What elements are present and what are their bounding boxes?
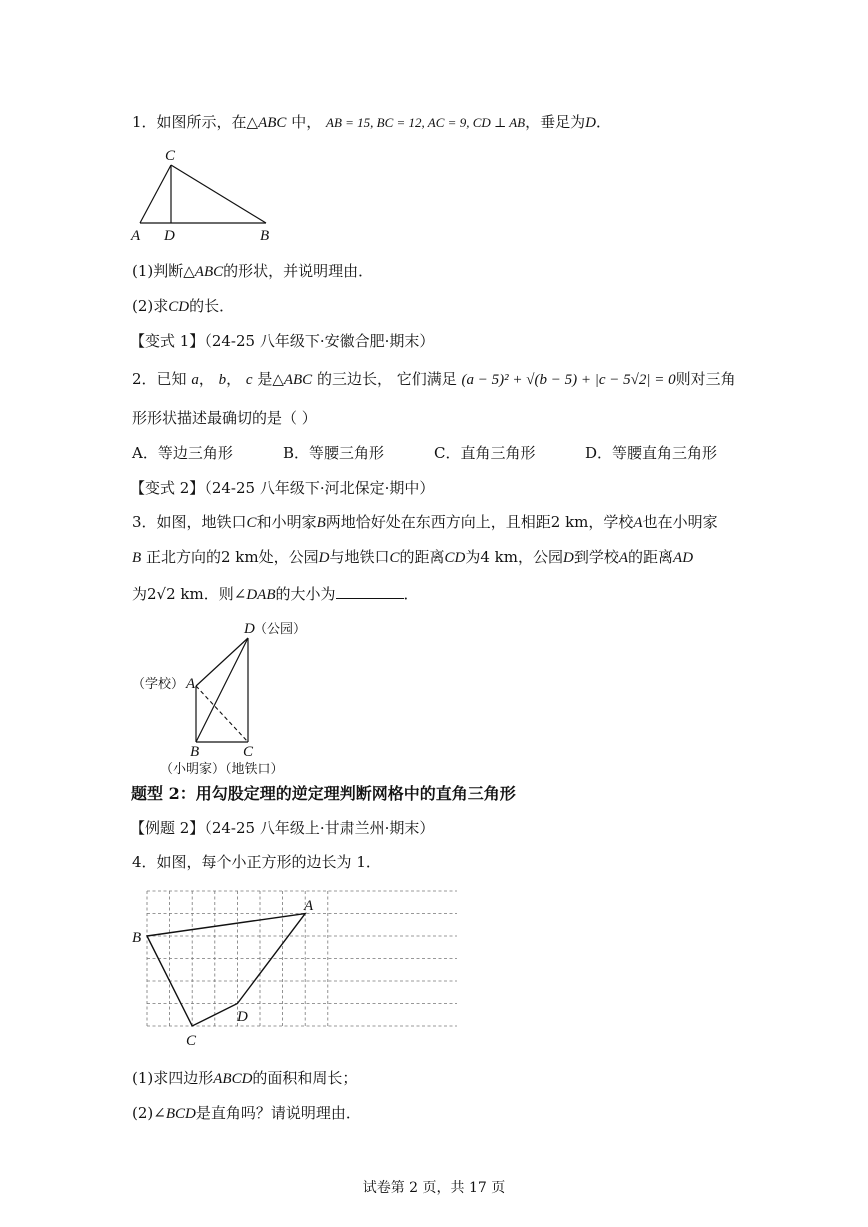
q3-label-school: （学校） — [132, 677, 185, 692]
variant1-header: 【变式 1】（24-25 八年级下·安徽合肥·期末） — [130, 332, 435, 350]
q1-sub1: (1)判断△ABC的形状，并说明理由． — [132, 262, 374, 280]
q2-formula: (a − 5)² + √(b − 5) + |c − 5√2| = 0 — [461, 372, 676, 388]
q3-stem-line3: 为2√2 km．则∠DAB的大小为 ． — [132, 585, 419, 603]
q3-label-park: （公园） — [254, 622, 307, 637]
q1-label-b: B — [260, 228, 270, 244]
q1-label-a: A — [131, 228, 141, 244]
q3-label-b: B — [190, 744, 200, 760]
q1-label-d: D — [164, 228, 175, 244]
q4-grid-lines — [147, 891, 457, 1026]
q3-map-figure — [130, 618, 330, 778]
q4-sub2: (2)∠BCD是直角吗？请说明理由． — [132, 1104, 361, 1122]
q2-stem-line1: 2．已知 a， b， c 是△ABC 的三边长， 它们满足 (a − 5)² + √(b − 5) + |c − 5√2| = 0则对三角 — [132, 370, 736, 388]
q2-option-d: D．等腰直角三角形 — [585, 444, 718, 462]
q1-triangle-figure — [130, 145, 280, 245]
q4-label-c: C — [186, 1033, 197, 1049]
q3-label-d: D — [244, 621, 255, 637]
q4-quadrilateral — [147, 914, 305, 1027]
q3-label-a: A — [186, 676, 196, 692]
section-title-type2: 题型 2：用勾股定理的逆定理判断网格中的直角三角形 — [131, 784, 516, 803]
example2-header: 【例题 2】（24-25 八年级上·甘肃兰州·期末） — [130, 819, 435, 837]
q4-label-a: A — [304, 898, 314, 914]
q4-label-d: D — [237, 1009, 248, 1025]
q2-option-c: C．直角三角形 — [434, 444, 536, 462]
page-footer: 试卷第 2 页，共 17 页 — [362, 1180, 506, 1196]
q2-option-a: A．等边三角形 — [132, 444, 233, 462]
q4-grid-figure — [130, 882, 340, 1052]
q3-label-c: C — [243, 744, 254, 760]
q2-stem-line2: 形形状描述最确切的是（ ） — [132, 409, 317, 427]
q4-label-b: B — [132, 930, 142, 946]
q1-sub2: (2)求CD的长． — [132, 297, 235, 315]
variant2-header: 【变式 2】（24-25 八年级下·河北保定·期中） — [130, 479, 435, 497]
q1-stem: 1．如图所示，在△ABC 中， AB = 15, BC = 12, AC = 9, CD ⊥ AB，垂足为D． — [132, 113, 611, 131]
q4-grid-columns — [147, 891, 328, 1026]
q1-label-c: C — [165, 148, 176, 164]
q3-stem-line1: 3．如图，地铁口C和小明家B两地恰好处在东西方向上，且相距2 km，学校A也在小明家 — [132, 513, 718, 531]
q3-stem-line2: B 正北方向的2 km处，公园D与地铁口C的距离CD为4 km，公园D到学校A的距离AD — [132, 548, 694, 566]
q4-sub1: (1)求四边形ABCD的面积和周长； — [132, 1069, 358, 1087]
q3-label-bottom: （小明家）（地铁口） — [160, 762, 284, 777]
q3-answer-blank — [336, 584, 404, 599]
q4-stem: 4．如图，每个小正方形的边长为 1． — [132, 853, 381, 871]
q2-option-b: B．等腰三角形 — [283, 444, 385, 462]
